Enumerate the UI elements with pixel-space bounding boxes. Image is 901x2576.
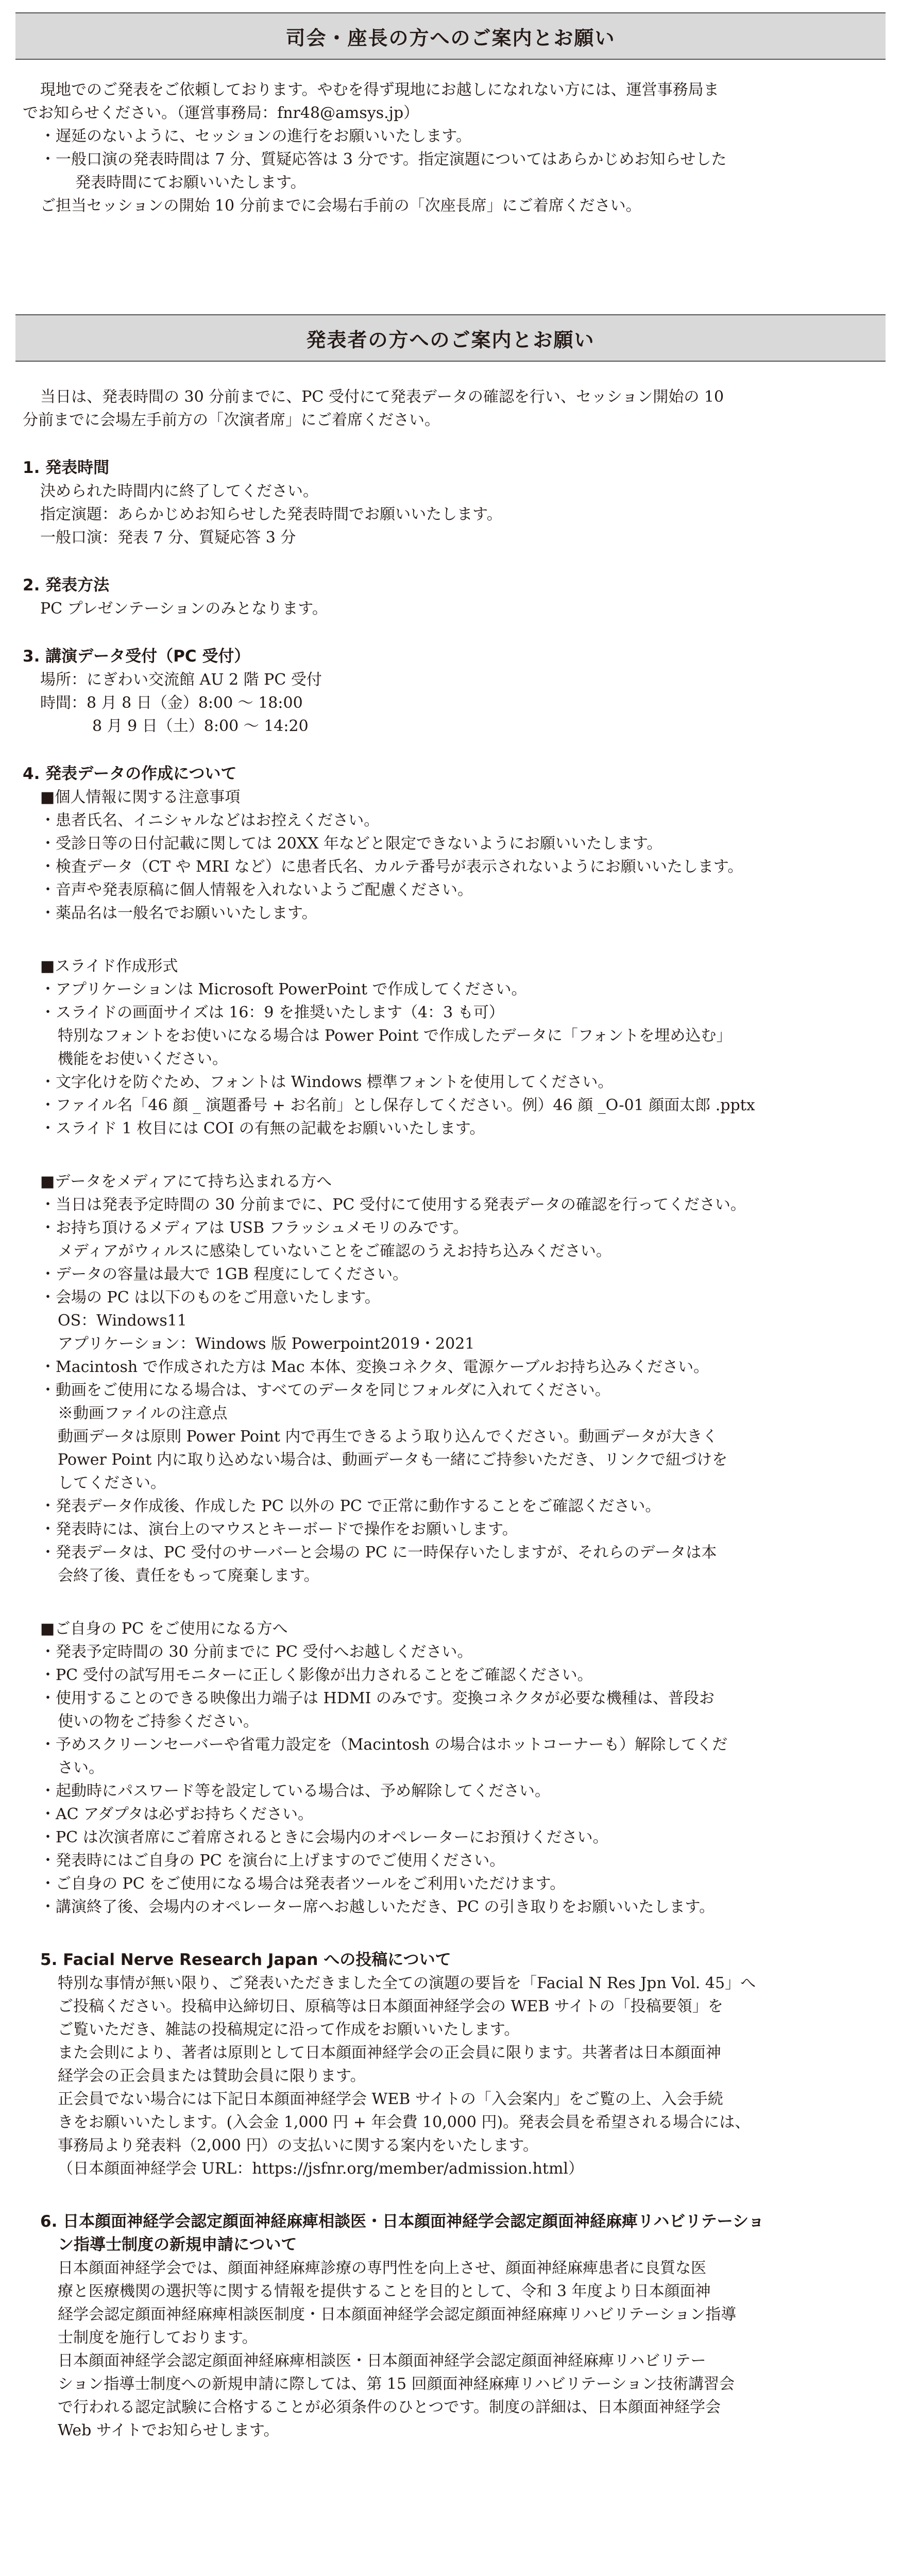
s1-line: 指定演題：あらかじめお知らせした発表時間でお願いいたします。 <box>40 505 502 523</box>
s1-line: 決められた時間内に終了してください。 <box>40 482 318 500</box>
s5-line: 事務局より発表料（2,000 円）の支払いに関する案内をいたします。 <box>58 2137 539 2155</box>
privacy-line: ・受診日等の日付記載に関しては 20XX 年などと限定できないようにお願いいたします。 <box>40 835 662 853</box>
slide-line: ・文字化けを防ぐため、フォントは Windows 標準フォントを使用してください。 <box>40 1073 614 1091</box>
section-heading-4: 4. 発表データの作成について <box>23 765 237 783</box>
privacy-line: ・音声や発表原稿に個人情報を入れないようご配慮ください。 <box>40 881 473 899</box>
s5-line: 経学会の正会員または賛助会員に限ります。 <box>58 2067 366 2085</box>
slide-line: ・ファイル名「46 顔 _ 演題番号 + お名前」とし保存してください。例）46 顔 _O-01 顔面太郎 .pptx <box>40 1096 755 1114</box>
chair-line: ・遅延のないように、セッションの進行をお願いいたします。 <box>40 127 471 145</box>
media-line: Power Point 内に取り込めない場合は、動画データも一緒にご持参いただき、リンクで紐づけを <box>58 1451 728 1469</box>
s6-line: ション指導士制度への新規申請に際しては、第 15 回顔面神経麻痺リハビリテーション技術講習会 <box>58 2375 735 2393</box>
ownpc-line: ・使用することのできる映像出力端子は HDMI のみです。変換コネクタが必要な機種は、普段お <box>40 1689 715 1707</box>
ownpc-line: さい。 <box>58 1759 104 1777</box>
s6-line: 経学会認定顔面神経麻痺相談医制度・日本顔面神経学会認定顔面神経麻痺リハビリテーション指導 <box>58 2306 737 2324</box>
s5-line: 正会員でない場合には下記日本顔面神経学会 WEB サイトの「入会案内」をご覧の上、入会手続 <box>58 2090 723 2108</box>
subheading-media: ■データをメディアにて持ち込まれる方へ <box>40 1173 332 1191</box>
chair-line: ・一般口演の発表時間は 7 分、質疑応答は 3 分です。指定演題についてはあらかじめお知らせした <box>40 150 727 168</box>
ownpc-line: ・予めスクリーンセーバーや省電力設定を（Macintosh の場合はホットコーナーも）解除してくだ <box>40 1736 728 1754</box>
media-line: ・発表時には、演台上のマウスとキーボードで操作をお願いします。 <box>40 1520 518 1538</box>
media-line: してください。 <box>58 1474 166 1492</box>
media-line: ※動画ファイルの注意点 <box>58 1404 228 1422</box>
ownpc-line: ・PC 受付の試写用モニターに正しく影像が出力されることをご確認ください。 <box>40 1666 593 1684</box>
s5-line: 特別な事情が無い限り、ご発表いただきました全ての演題の要旨を「Facial N Res Jpn Vol. 45」へ <box>58 1974 756 1992</box>
s6-line: 療と医療機関の選択等に関する情報を提供することを目的として、令和 3 年度より日本顔面神 <box>58 2282 711 2300</box>
chair-line: 現地でのご発表をご依頼しております。やむを得ず現地にお越しになれない方には、運営事務局ま <box>40 81 719 99</box>
chair-line: でお知らせください。（運営事務局：fnr48@amsys.jp） <box>23 104 419 122</box>
s6-line: 日本顔面神経学会では、顔面神経麻痺診療の専門性を向上させ、顔面神経麻痺患者に良質な医 <box>58 2259 707 2277</box>
media-line: ・動画をご使用になる場合は、すべてのデータを同じフォルダに入れてください。 <box>40 1381 610 1399</box>
ownpc-line: ・ご自身の PC をご使用になる場合は発表者ツールをご利用いただけます。 <box>40 1875 566 1893</box>
intro-line: 当日は、発表時間の 30 分前までに、PC 受付にて発表データの確認を行い、セッション開始の 10 <box>40 388 724 406</box>
chair-header: 司会・座長の方へのご案内とお願い <box>15 12 886 60</box>
privacy-line: ・薬品名は一般名でお願いいたします。 <box>40 904 317 922</box>
intro-line: 分前までに会場左手前方の「次演者席」にご着席ください。 <box>23 411 440 429</box>
media-line: ・発表データ作成後、作成した PC 以外の PC で正常に動作することをご確認ください。 <box>40 1497 661 1515</box>
media-line: メディアがウィルスに感染していないことをご確認のうえお持ち込みください。 <box>58 1242 611 1260</box>
section-heading-1: 1. 発表時間 <box>23 459 110 477</box>
section-heading-6: 6. 日本顔面神経学会認定顔面神経麻痺相談医・日本顔面神経学会認定顔面神経麻痺リハビリテーショ <box>40 2212 764 2231</box>
ownpc-line: ・起動時にパスワード等を設定している場合は、予め解除してください。 <box>40 1782 550 1800</box>
privacy-line: ・患者氏名、イニシャルなどはお控えください。 <box>40 811 380 829</box>
chair-line: 発表時間にてお願いいたします。 <box>75 174 306 192</box>
section-heading-2: 2. 発表方法 <box>23 576 110 595</box>
s1-line: 一般口演：発表 7 分、質疑応答 3 分 <box>40 529 296 547</box>
s6-line: 士制度を施行しております。 <box>58 2329 258 2347</box>
slide-line: ・スライドの画面サイズは 16：9 を推奨いたします（4：3 も可） <box>40 1004 504 1022</box>
section-heading-6-cont: ン指導士制度の新規申請について <box>58 2235 297 2254</box>
section-heading-3: 3. 講演データ受付（PC 受付） <box>23 647 250 666</box>
ownpc-line: 使いの物をご持参ください。 <box>58 1713 259 1731</box>
s5-line: ご覧いただき、雑誌の投稿規定に沿って作成をお願いいたします。 <box>58 2021 520 2039</box>
subheading-own-pc: ■ご自身の PC をご使用になる方へ <box>40 1620 288 1638</box>
media-line: 会終了後、責任をもって廃棄します。 <box>58 1567 319 1585</box>
presenter-body <box>23 385 878 2442</box>
ownpc-line: ・発表予定時間の 30 分前までに PC 受付へお越しください。 <box>40 1643 473 1661</box>
media-line: アプリケーション：Windows 版 Powerpoint2019・2021 <box>58 1335 475 1353</box>
ownpc-line: ・AC アダプタは必ずお持ちください。 <box>40 1805 313 1823</box>
slide-line: ・スライド 1 枚目には COI の有無の記載をお願いいたします。 <box>40 1120 485 1138</box>
slide-line: ・アプリケーションは Microsoft PowerPoint で作成してください。 <box>40 980 527 998</box>
ownpc-line: ・講演終了後、会場内のオペレーター席へお越しいただき、PC の引き取りをお願いいたします。 <box>40 1898 715 1916</box>
slide-line: 機能をお使いください。 <box>58 1050 228 1068</box>
s6-line: Web サイトでお知らせします。 <box>58 2421 279 2439</box>
privacy-line: ・検査データ（CT や MRI など）に患者氏名、カルテ番号が表示されないようにお願いいたします。 <box>40 858 743 876</box>
s2-line: PC プレゼンテーションのみとなります。 <box>40 600 328 618</box>
s5-line: きをお願いいたします。(入会金 1,000 円 + 年会費 10,000 円)。発表会員を希望される場合には、 <box>58 2113 751 2131</box>
subheading-slide: ■スライド作成形式 <box>40 957 178 975</box>
subheading-privacy: ■個人情報に関する注意事項 <box>40 788 241 806</box>
s5-line: （日本顔面神経学会 URL：https://jsfnr.org/member/admission.html） <box>58 2160 584 2178</box>
media-line: ・Macintosh で作成された方は Mac 本体、変換コネクタ、電源ケーブルお持ち込みください。 <box>40 1358 709 1376</box>
media-line: ・データの容量は最大で 1GB 程度にしてください。 <box>40 1265 409 1283</box>
media-line: ・当日は発表予定時間の 30 分前までに、PC 受付にて使用する発表データの確認を行ってください。 <box>40 1196 746 1214</box>
media-line: 動画データは原則 Power Point 内で再生できるよう取り込んでください。動画データが大きく <box>58 1428 718 1446</box>
presenter-header: 発表者の方へのご案内とお願い <box>15 314 886 362</box>
chair-line: ご担当セッションの開始 10 分前までに会場右手前の「次座長席」にご着席ください。 <box>40 197 641 215</box>
chair-body <box>23 78 878 217</box>
s6-line: で行われる認定試験に合格することが必須条件のひとつです。制度の詳細は、日本顔面神経学会 <box>58 2398 721 2416</box>
media-line: ・会場の PC は以下のものをご用意いたします。 <box>40 1289 380 1307</box>
ownpc-line: ・発表時にはご自身の PC を演台に上げますのでご使用ください。 <box>40 1852 505 1870</box>
slide-line: 特別なフォントをお使いになる場合は Power Point で作成したデータに「フォントを埋め込む」 <box>58 1027 732 1045</box>
media-line: OS：Windows11 <box>58 1312 187 1330</box>
ownpc-line: ・PC は次演者席にご着席されるときに会場内のオペレーターにお預けください。 <box>40 1828 608 1846</box>
s5-line: ご投稿ください。投稿申込締切日、原稿等は日本顔面神経学会の WEB サイトの「投稿要領」を <box>58 1997 723 2015</box>
media-line: ・お持ち頂けるメディアは USB フラッシュメモリのみです。 <box>40 1219 468 1237</box>
s3-line: 8 月 9 日（土）8:00 ～ 14:20 <box>92 717 309 735</box>
s3-line: 時間：8 月 8 日（金）8:00 ～ 18:00 <box>40 694 303 712</box>
s6-line: 日本顔面神経学会認定顔面神経麻痺相談医・日本顔面神経学会認定顔面神経麻痺リハビリテー <box>58 2352 706 2370</box>
media-line: ・発表データは、PC 受付のサーバーと会場の PC に一時保存いたしますが、それらのデータは本 <box>40 1544 717 1562</box>
s5-line: また会則により、著者は原則として日本顔面神経学会の正会員に限ります。共著者は日本顔面神 <box>58 2044 721 2062</box>
s3-line: 場所：にぎわい交流館 AU 2 階 PC 受付 <box>40 671 322 689</box>
section-heading-5: 5. Facial Nerve Research Japan への投稿について <box>40 1951 451 1969</box>
